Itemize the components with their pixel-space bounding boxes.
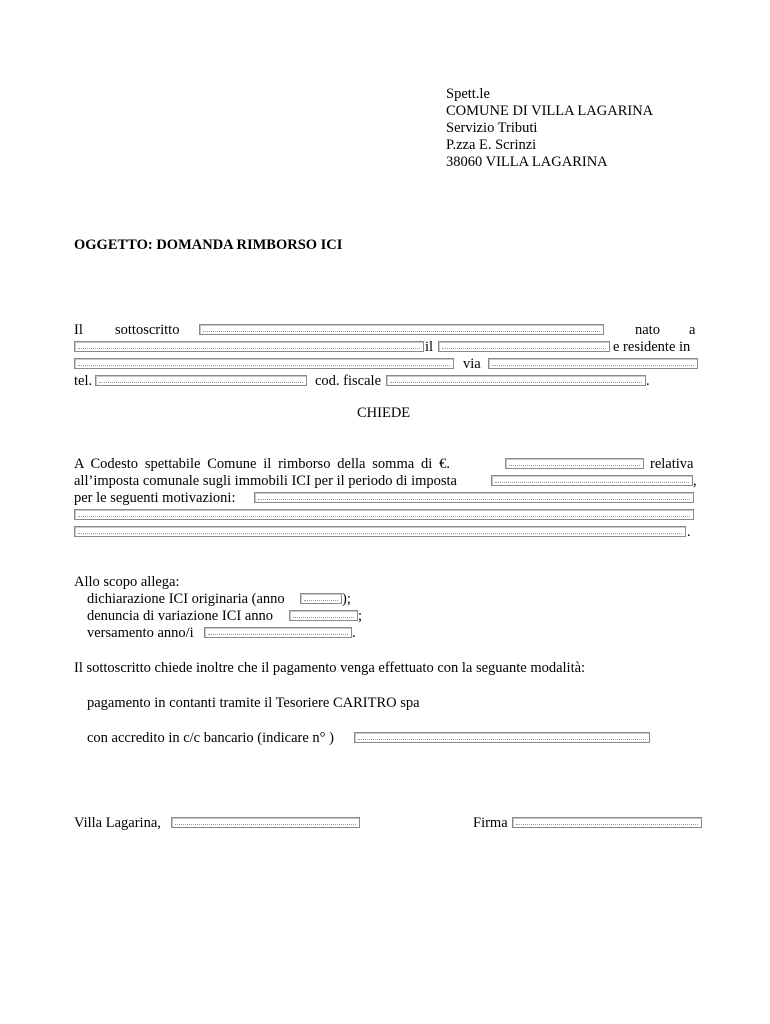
variation-year-field[interactable]	[289, 610, 358, 621]
reason-field-1[interactable]	[254, 492, 694, 503]
attachment-original-label: dichiarazione ICI originaria (anno	[87, 591, 285, 607]
attachments-intro: Allo scopo allega:	[74, 574, 180, 590]
original-year-field[interactable]	[300, 593, 342, 604]
punctuation-dot: .	[687, 524, 691, 540]
label-nato: nato	[635, 322, 660, 338]
request-line2: all’imposta comunale sugli immobili ICI per il periodo di imposta	[74, 473, 457, 489]
punctuation-dot: .	[646, 373, 650, 389]
place-label: Villa Lagarina,	[74, 815, 161, 831]
label-a: a	[689, 322, 696, 338]
recipient-municipality: COMUNE DI VILLA LAGARINA	[446, 103, 654, 119]
payment-option-cash: pagamento in contanti tramite il Tesoriere CARITRO spa	[87, 695, 420, 711]
amount-field[interactable]	[505, 458, 644, 469]
attachment-payment-label: versamento anno/i	[87, 625, 194, 641]
date-field[interactable]	[171, 817, 360, 828]
residence-field[interactable]	[74, 358, 454, 369]
payment-option-bank: con accredito in c/c bancario (indicare n° )	[87, 730, 334, 746]
birthdate-field[interactable]	[438, 341, 610, 352]
recipient-salutation: Spett.le	[446, 86, 490, 102]
label-cod-fiscale: cod. fiscale	[315, 373, 382, 389]
tax-code-field[interactable]	[386, 375, 646, 386]
reason-field-3[interactable]	[74, 526, 686, 537]
subject-heading: OGGETTO: DOMANDA RIMBORSO ICI	[74, 237, 343, 253]
label-il: Il	[74, 322, 83, 338]
signature-field[interactable]	[512, 817, 702, 828]
street-field[interactable]	[488, 358, 698, 369]
attachment-variation-label: denuncia di variazione ICI anno	[87, 608, 274, 624]
tax-period-field[interactable]	[491, 475, 693, 486]
recipient-office: Servizio Tributi	[446, 120, 538, 136]
label-il-date: il	[425, 339, 434, 355]
name-field[interactable]	[199, 324, 604, 335]
label-tel: tel.	[74, 373, 93, 389]
request-line1: A Codesto spettabile Comune il rimborso della somma di €.	[74, 456, 450, 472]
label-via: via	[463, 356, 481, 372]
signature-label: Firma	[473, 815, 508, 831]
recipient-street: P.zza E. Scrinzi	[446, 137, 537, 153]
label-residente: e residente in	[613, 339, 691, 355]
punctuation-comma: ,	[693, 473, 697, 489]
chiede-heading: CHIEDE	[357, 405, 411, 421]
birthplace-field[interactable]	[74, 341, 424, 352]
phone-field[interactable]	[95, 375, 307, 386]
label-sottoscritto: sottoscritto	[115, 322, 180, 338]
reason-field-2[interactable]	[74, 509, 694, 520]
punctuation-dot: .	[352, 625, 356, 641]
payment-years-field[interactable]	[204, 627, 352, 638]
punctuation-close: );	[342, 591, 351, 607]
label-relativa: relativa	[650, 456, 694, 472]
bank-account-field[interactable]	[354, 732, 650, 743]
request-line3: per le seguenti motivazioni:	[74, 490, 236, 506]
payment-intro: Il sottoscritto chiede inoltre che il pagamento venga effettuato con la seguante modalità:	[74, 660, 586, 676]
punctuation-semicolon: ;	[358, 608, 363, 624]
recipient-city: 38060 VILLA LAGARINA	[446, 154, 608, 170]
